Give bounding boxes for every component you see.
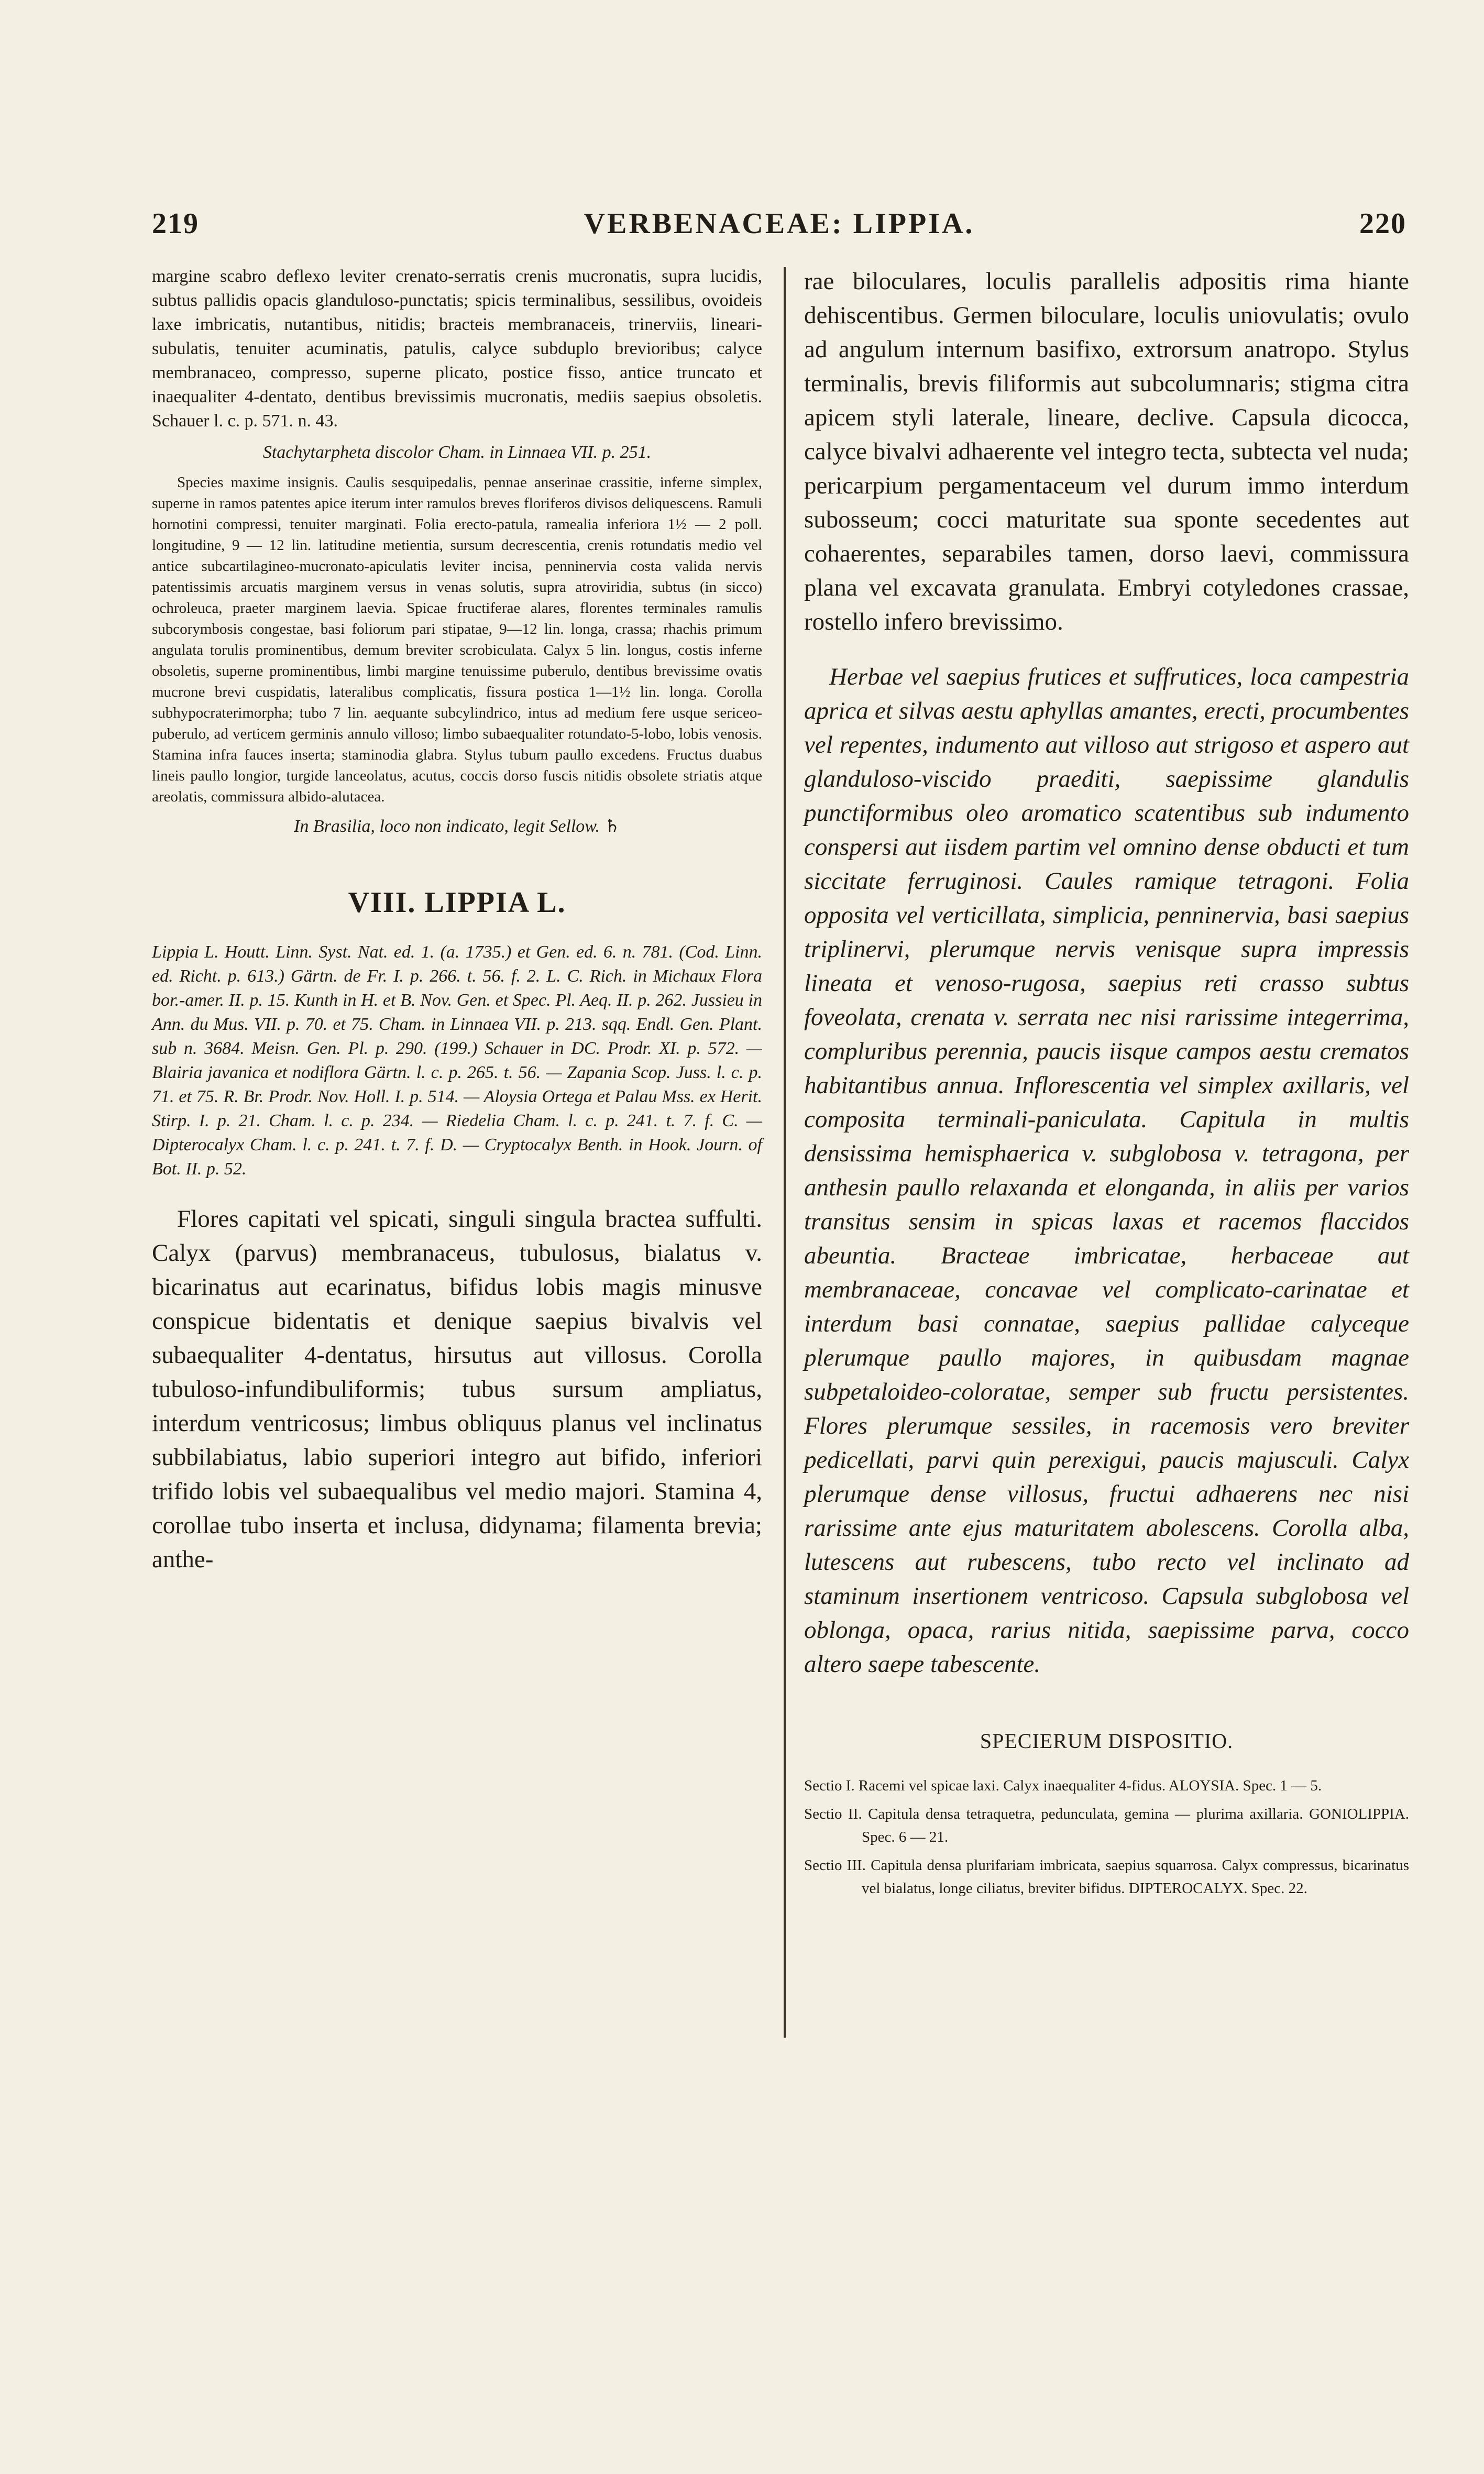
section-entry: Sectio I. Racemi vel spicae laxi. Calyx inaequaliter 4-fidus. ALOYSIA. Spec. 1 — 5. bbox=[804, 1777, 1322, 1794]
description-continued: margine scabro deflexo leviter crenato-serratis crenis mucronatis, supra lucidis, subtus pallidis opacis glanduloso-punctatis; spicis terminalibus, sessilibus, ovoideis laxe imbricatis, nutantibus, nitidis; bracteis membranaceis, trinerviis, lineari-subulatis, tenuiter acuminatis, patulis, calyce subduplo brevioribus; calyce membranaceo, compresso, superne plicato, postice fisso, antice truncato et inaequaliter 4-dentato, dentibus brevissimis mucronatis, mediis saepius obsoletis. Schauer l. c. p. 571. n. 43. bbox=[152, 267, 762, 431]
section-entry: Sectio III. Capitula densa plurifariam imbricata, saepius squarrosa. Calyx compressus, bicarinatus vel bialatus, longe ciliatus, breviter bifidus. DIPTEROCALYX. Spec. 22. bbox=[804, 1857, 1409, 1897]
genus-synonymy: Lippia L. Houtt. Linn. Syst. Nat. ed. 1. (a. 1735.) et Gen. ed. 6. n. 781. (Cod. Linn. ed. Richt. p. 613.) Gärtn. de Fr. I. p. 266. t. 56. f. 2. L. C. Rich. in Michaux Flora bor.-amer. II. p. 15. Kunth in H. et B. Nov. Gen. et Spec. Pl. Aeq. II. p. 262. Jussieu in Ann. du Mus. VII. p. 70. et 75. Cham. in Linnaea VII. p. 213. sqq. Endl. Gen. Plant. sub n. 3684. Meisn. Gen. Pl. p. 290. (199.) Schauer in DC. Prodr. XI. p. 572. — Blairia javanica et nodiflora Gärtn. l. c. p. 265. t. 56. — Zapania Scop. Juss. l. c. p. 71. et 75. R. Br. Prodr. Nov. Holl. I. p. 514. — Aloysia Ortega et Palau Mss. ex Herit. Stirp. I. p. 21. Cham. l. c. p. 234. — Riedelia Cham. l. c. p. 241. t. 7. f. C. — Dipterocalyx Cham. l. c. p. 241. t. 7. f. D. — Cryptocalyx Benth. in Hook. Journ. of Bot. II. p. 52. bbox=[152, 942, 762, 1179]
page-number-left: 219 bbox=[152, 207, 199, 240]
section-entry: Sectio II. Capitula densa tetraquetra, pedunculata, gemina — plurima axillaria. GONIOLIPPIA. Spec. 6 — 21. bbox=[804, 1806, 1409, 1845]
species-title: Stachytarpheta discolor Cham. in Linnaea VII. p. 251. bbox=[262, 443, 652, 462]
page-number-right: 220 bbox=[1359, 207, 1406, 240]
column-divider bbox=[784, 267, 786, 2038]
genus-description-continued: rae biloculares, loculis parallelis adpositis rima hiante dehiscentibus. Germen biloculare, loculis uniovulatis; ovulo ad angulum internum basifixo, extrorsum anatropo. Stylus terminalis, brevis filiformis aut subcolumnaris; stigma citra apicem styli laterale, lineare, declive. Capsula dicocca, calyce bivalvi adhaerente vel integro tecta, subtecta vel nuda; pericarpium pergamentaceum vel durum immo interdum subosseum; cocci maturitate sua sponte secedentes aut cohaerentes, separabiles tamen, dorso laevi, commissura plana vel excavata granulata. Embryi cotyledones crassae, rostello infero brevissimo. bbox=[804, 268, 1409, 635]
running-title: VERBENACEAE: LIPPIA. bbox=[584, 207, 975, 240]
left-column bbox=[152, 265, 762, 1577]
species-description: Species maxime insignis. Caulis sesquipedalis, pennae anserinae crassitie, inferne simplex, superne in ramos patentes apice iterum inter ramulos breves floriferos divisos deliquescens. Ramuli hornotini compressi, tenuiter marginati. Folia erecto-patula, ramealia inferiora 1½ — 2 poll. longitudine, 9 — 12 lin. latitudine metientia, sursum decrescentia, crenis rotundatis medio vel antice subcartilagineo-mucronato-apiculatis leviter incisa, penninervia costa valida nervis patentissimis arcuatis marginem versus in venas solutis, supra atroviridia, subtus (in sicco) ochroleuca, praeter marginem laevia. Spicae fructiferae alares, florentes terminales ramulis subcorymbosis congestae, basi foliorum pari stipatae, 9—12 lin. longa, crassa; rhachis primum angulata torulis prominentibus, demum breviter scrobiculata. Calyx 5 lin. longus, costis inferne obsoletis, superne prominentibus, limbi margine tenuissime puberulo, dentibus brevissime ovatis mucrone brevi cuspidatis, lateralibus complicatis, fissura postica 1—1½ lin. longa. Corolla subhypocraterimorpha; tubo 7 lin. aequante subcylindrico, intus ad medium fere usque sericeo-puberulo, ad verticem germinis annulo villoso; limbo subaequaliter rotundato-5-lobo, lobis venosis. Stamina infra fauces inserta; staminodia glabra. Stylus tubum paullo excedens. Fructus duabus lineis paullo longior, turgide lanceolatus, acutus, coccis dorso fuscis nitidis obsolete striatis atque areolatis, commissura albido-alutacea. bbox=[152, 474, 762, 805]
habit-description: Herbae vel saepius frutices et suffrutices, loca campestria aprica et silvas aestu aphyllas amantes, erecti, procumbentes vel repentes, indumento aut villoso aut strigoso et aspero aut glanduloso-viscido praediti, saepissime glandulis punctiformibus oleo aromatico scatentibus sub indumento conspersi aut iisdem partim vel omnino dense obducti et tum siccitate ferruginosi. Caules ramique tetragoni. Folia opposita vel verticillata, simplicia, penninervia, basi saepius triplinervi, plerumque nervis venisque supra impressis lineata et venoso-rugosa, saepius reti crasso subtus foveolata, crenata v. serrata nec nisi rarissime integerrima, compluribus perennia, paucis iisque campos aestu crematos habitantibus annua. Inflorescentia vel simplex axillaris, vel composita terminali-paniculata. Capitula in multis densissima hemisphaerica v. subglobosa v. tetragona, per anthesin paullo relaxanda et elonganda, in aliis per varios transitus sensim in spicas laxas et racemos flaccidos abeuntia. Bracteae imbricatae, herbaceae aut membranaceae, concavae vel complicato-carinatae et interdum basi connatae, saepius pallidae calyceque plerumque paullo majores, in quibusdam magnae subpetaloideo-coloratae, semper sub fructu persistentes. Flores plerumque sessiles, in racemosis vero breviter pedicellati, parvi quin perexigui, paucis majusculi. Calyx plerumque dense villosus, fructui adhaerens nec nisi rarissime ante ejus maturitatem abolescens. Corolla alba, lutescens aut rubescens, tubo recto vel inclinato ad staminum insertionem ventricoso. Capsula subglobosa vel oblonga, opaca, rarius nitida, saepissime parva, cocco altero saepe tabescente. bbox=[804, 663, 1409, 1678]
genus-description: Flores capitati vel spicati, singuli singula bractea suffulti. Calyx (parvus) membranaceus, tubulosus, bialatus v. bicarinatus aut ecarinatus, bifidus lobis magis minusve conspicue bidentatis et denique saepius bivalvis vel subaequaliter 4-dentatus, hirsutus aut villosus. Corolla tubuloso-infundibuliformis; tubus sursum ampliatus, interdum ventricosus; limbus obliquus planus vel inclinatus subbilabiatus, labio superiori integro aut bifido, inferiori trifido lobis vel subaequalibus vel medio majori. Stamina 4, corollae tubo inserta et inclusa, didynama; filamenta brevia; anthe- bbox=[152, 1205, 762, 1573]
right-column bbox=[804, 265, 1409, 1905]
genus-heading: VIII. LIPPIA L. bbox=[348, 886, 566, 919]
dispositio-heading: SPECIERUM DISPOSITIO. bbox=[980, 1729, 1234, 1753]
locality-note: In Brasilia, loco non indicato, legit Sellow. ♄ bbox=[294, 817, 620, 836]
running-header bbox=[152, 207, 1406, 249]
